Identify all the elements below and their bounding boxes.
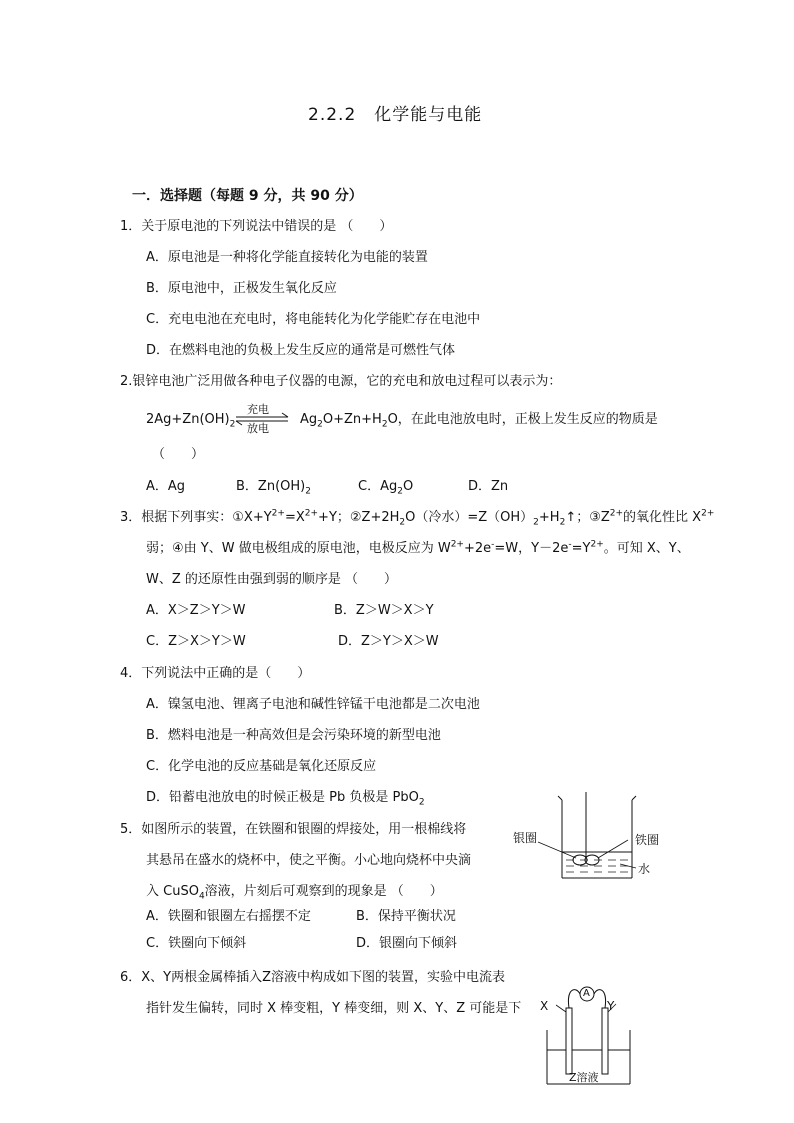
arrow-label-charge: 充电 [247,403,269,416]
q3-line-3: W、Z 的还原性由强到弱的顺序是 （ ） [146,572,398,587]
q4-option-d: D．铅蓄电池放电的时候正极是 Pb 负极是 PbO$_2$ [146,790,425,808]
q1-option-a: A．原电池是一种将化学能直接转化为电能的装置 [146,250,428,265]
label-z-solution: Z溶液 [569,1071,599,1084]
q1-option-b: B．原电池中，正极发生氧化反应 [146,281,337,296]
q3-option-d: D．Z＞Y＞X＞W [338,634,439,649]
galvanic-cell-figure [530,978,640,1090]
q1-option-d: D．在燃料电池的负极上发生反应的通常是可燃性气体 [146,343,456,358]
q4-stem: 4．下列说法中正确的是（ ） [120,666,311,681]
q3-line-2: 弱；④由 Y、W 做电极组成的原电池，电极反应为 $W^{2+}+2e^-=W$，$Y-2e^-=Y^{2+}$。可知 X、Y、 [146,539,690,556]
label-silver-ring: 银圈 [513,831,538,845]
label-y-electrode: Y [607,999,615,1013]
q1-option-c: C．充电电池在充电时，将电能转化为化学能贮存在电池中 [146,312,481,327]
q5-line-2: 其悬吊在盛水的烧杯中，使之平衡。小心地向烧杯中央滴 [146,853,472,868]
q4-option-c: C．化学电池的反应基础是氧化还原反应 [146,759,377,774]
q2-stem: 2.银锌电池广泛用做各种电子仪器的电源，它的充电和放电过程可以表示为： [120,374,562,389]
q2-option-a: A．Ag [146,479,186,494]
q1-stem: 1．关于原电池的下列说法中错误的是 （ ） [120,219,393,234]
q2-option-b: B．$Zn(OH)_2$ [236,479,311,497]
page-title: 2.2.2 化学能与电能 [308,105,483,125]
beaker-rings-figure [508,788,668,888]
q2-blank: （ ） [152,447,205,462]
arrow-label-discharge: 放电 [247,422,269,435]
q5-line-3: 入 CuSO$_4$溶液，片刻后可观察到的现象是 （ ） [146,884,443,902]
q3-line-1: 3．根据下列事实：$①X+Y^{2+}=X^{2+}+Y$；$②Z+2H_2O$（冷水）$=Z(OH)_2+H_2↑$；$③Z^{2+}$的氧化性比 $X^{2+}$ [120,508,715,528]
q3-option-b: B．Z＞W＞X＞Y [334,603,434,618]
q2-option-c: C．$Ag_2O$ [358,479,414,497]
q4-option-b: B．燃料电池是一种高效但是会污染环境的新型电池 [146,728,441,743]
electrode-y [602,1008,608,1074]
q5-option-b: B．保持平衡状况 [356,909,456,924]
label-x-electrode: X [540,999,549,1013]
q5-option-c: C．铁圈向下倾斜 [146,936,247,951]
q5-option-d: D．银圈向下倾斜 [356,936,458,951]
q2-equation-right: $Ag_2O+Zn+H_2O$，在此电池放电时，正极上发生反应的物质是 [300,412,658,430]
q4-option-a: A．镍氢电池、锂离子电池和碱性锌锰干电池都是二次电池 [146,697,480,712]
q5-option-a: A．铁圈和银圈左右摇摆不定 [146,909,311,924]
q3-option-c: C．Z＞X＞Y＞W [146,634,246,649]
q3-option-a: A．X＞Z＞Y＞W [146,603,246,618]
q6-line-1: 6．X、Y两根金属棒插入Z溶液中构成如下图的装置，实验中电流表 [120,970,506,985]
electrode-x [566,1008,572,1074]
label-water: 水 [638,862,651,876]
q6-line-2: 指针发生偏转，同时 X 棒变粗，Y 棒变细，则 X、Y、Z 可能是下 [146,1001,522,1016]
q2-option-d: D．Zn [468,479,509,494]
q5-line-1: 5．如图所示的装置，在铁圈和银圈的焊接处，用一根棉线将 [120,822,467,837]
section-heading: 一．选择题（每题 9 分，共 90 分） [132,188,363,204]
label-iron-ring: 铁圈 [635,833,660,847]
label-ammeter: A [583,988,590,999]
q2-equation-left: $2Ag+Zn(OH)_2$ [146,412,236,430]
